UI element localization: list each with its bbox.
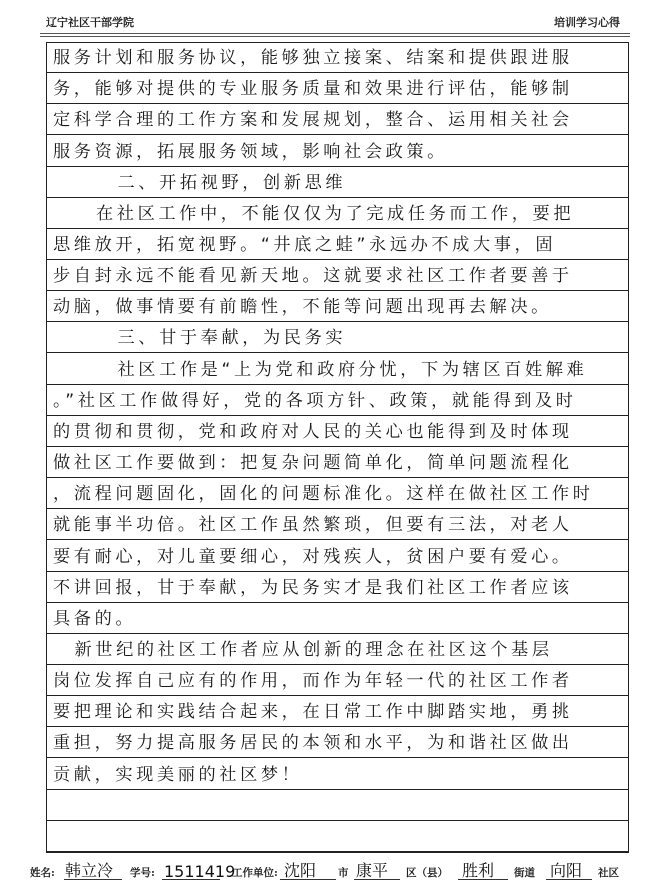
text-row — [47, 478, 628, 509]
work-unit-label: 工作单位: — [232, 867, 278, 879]
row-text: 的贯彻和贯彻，党和政府对人民的关心也能得到及时体现 — [53, 421, 573, 442]
street-underline — [458, 879, 508, 880]
text-row — [47, 73, 628, 104]
text-row — [47, 727, 628, 758]
city-label: 市 — [338, 867, 349, 879]
row-text: 定科学合理的工作方案和发展规划，整合、运用相关社会 — [53, 110, 573, 131]
name-value: 韩立冷 — [65, 861, 114, 880]
text-row — [47, 42, 628, 73]
row-text: 步自封永远不能看见新天地。这就要求社区工作者要善于 — [53, 266, 573, 287]
row-text: 重担，努力提高服务居民的本领和水平，为和谐社区做出 — [53, 733, 573, 754]
city-underline — [280, 879, 336, 880]
document-type: 培训学习心得 — [554, 16, 620, 29]
row-text: 要把理论和实践结合起来，在日常工作中脚踏实地，勇挑 — [53, 702, 573, 723]
writing-grid — [46, 42, 629, 853]
text-row — [47, 291, 628, 322]
signature-footer — [22, 858, 632, 882]
row-text: 要有耐心，对儿童要细心，对残疾人，贫困户要有爱心。 — [53, 546, 573, 567]
text-row — [47, 385, 628, 416]
community-value: 向阳 — [550, 861, 583, 880]
row-text: 岗位发挥自己应有的作用，而作为年轻一代的社区工作者 — [53, 671, 573, 692]
header-divider — [40, 33, 630, 34]
text-row — [47, 790, 628, 821]
row-text: 三、甘于奉献，为民务实 — [117, 328, 347, 349]
district-value: 康平 — [356, 861, 389, 880]
text-row — [47, 509, 628, 540]
text-row — [47, 603, 628, 634]
row-text: 做社区工作要做到：把复杂问题简单化，简单问题流程化 — [53, 453, 573, 474]
row-text: 就能事半功倍。社区工作虽然繁琐，但要有三法，对老人 — [53, 515, 573, 536]
text-row — [47, 696, 628, 727]
row-text: ，流程问题固化，固化的问题标准化。这样在做社区工作时 — [53, 484, 594, 505]
text-row — [47, 540, 628, 571]
text-row — [47, 447, 628, 478]
row-text: 贡献，实现美丽的社区梦！ — [53, 764, 303, 785]
district-underline — [354, 879, 400, 880]
row-text: 服务计划和服务协议，能够独立接案、结案和提供跟进服 — [53, 48, 573, 69]
community-label: 社区 — [598, 867, 619, 879]
text-row — [47, 229, 628, 260]
text-row — [47, 821, 628, 852]
text-row — [47, 104, 628, 135]
row-text: 服务资源，拓展服务领域，影响社会政策。 — [53, 141, 448, 162]
name-label: 姓名: — [30, 867, 55, 879]
text-row — [47, 416, 628, 447]
row-text: 不讲回报，甘于奉献，为民务实才是我们社区工作者应该 — [53, 577, 573, 598]
row-text: 务，能够对提供的专业服务质量和效果进行评估，能够制 — [53, 79, 573, 100]
student-id-value: 1511419 — [164, 862, 236, 881]
header-divider-secondary — [40, 36, 630, 37]
text-row — [47, 167, 628, 198]
row-text: 思维放开，拓宽视野。“井底之蛙”永远办不成大事，固 — [53, 235, 557, 256]
district-label: 区（县） — [406, 867, 448, 879]
row-text: 社区工作是“上为党和政府分忧，下为辖区百姓解难 — [117, 359, 588, 380]
street-label: 街道 — [514, 867, 535, 879]
row-text: 动脑，做事情要有前瞻性，不能等问题出现再去解决。 — [53, 297, 552, 318]
row-text: 在社区工作中，不能仅仅为了完成任务而工作，要把 — [96, 203, 575, 224]
row-text: 新世纪的社区工作者应从创新的理念在社区这个基层 — [74, 639, 553, 660]
name-underline — [64, 879, 122, 880]
institution-name: 辽宁社区干部学院 — [46, 16, 134, 29]
text-row — [47, 758, 628, 789]
row-text: 。”社区工作做得好，党的各项方针、政策，就能得到及时 — [53, 390, 577, 411]
text-row — [47, 198, 628, 229]
student-id-underline — [162, 879, 220, 880]
text-row — [47, 322, 628, 353]
row-text: 具备的。 — [53, 608, 137, 629]
text-row — [47, 634, 628, 665]
text-row — [47, 260, 628, 291]
text-row — [47, 665, 628, 696]
text-row — [47, 135, 628, 166]
student-id-label: 学号: — [130, 867, 155, 879]
row-text: 二、开拓视野，创新思维 — [117, 172, 347, 193]
text-row — [47, 354, 628, 385]
text-row — [47, 572, 628, 603]
community-underline — [546, 879, 592, 880]
city-value: 沈阳 — [284, 861, 317, 880]
street-value: 胜利 — [462, 861, 495, 880]
